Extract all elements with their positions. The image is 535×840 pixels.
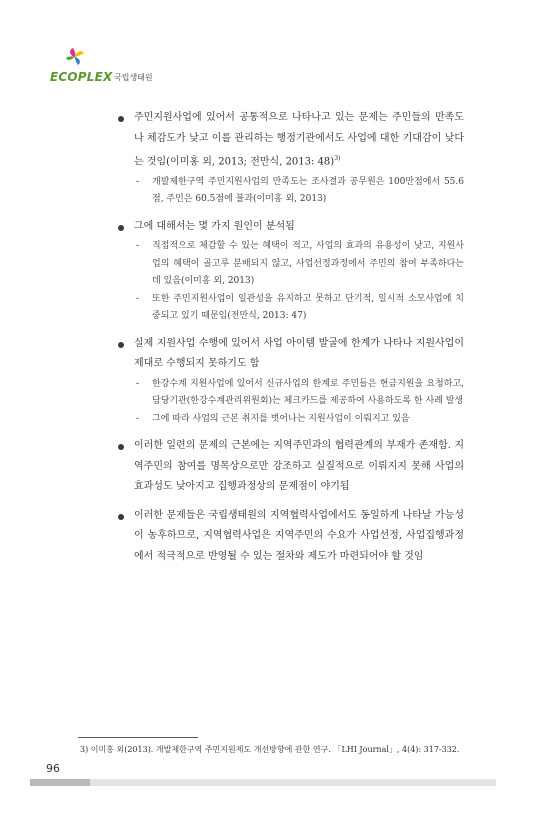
header [24, 46, 224, 86]
logo-text: ECOPLEX [50, 70, 113, 84]
sub-item: - 직접적으로 체감할 수 있는 혜택이 적고, 사업의 효과의 유용성이 낮고, 지원사업의 혜택이 골고루 분배되지 않고, 사업선정과정에서 주민의 참여 부족하다는 데 있음(이미홍 외, 2013) [136, 241, 464, 287]
sub-item: - 개발제한구역 주민지원사업의 만족도는 조사결과 공무원은 100만점에서 55.6점, 주민은 60.5점에 불과(이미홍 외, 2013) [136, 176, 464, 205]
sub-item: - 한강수계 지원사업에 있어서 신규사업의 한계로 주민들은 현금지원을 요청하고, 담당기관(한강수계관리위원회)는 체크카드를 제공하여 사용하도록 한 사례 발생 [136, 378, 464, 407]
footnote: 3) 이미홍 외(2013). 개발제한구역 주민지원제도 개선방향에 관한 연구. 「LHI Journal」, 4(4): 317-332. [80, 745, 460, 754]
bullet-text: 이러한 문제들은 국립생태원의 지역협력사업에서도 동일하게 나타날 가능성이 농후하므로, 지역협력사업은 지역주민의 수요가 사업선정, 사업집행과정에서 적극적으로 반영될 수 있는 절차와 제도가 마련되어야 할 것임 [134, 509, 464, 562]
footnote-ref: 3) [334, 155, 341, 162]
bullet-dot-icon [118, 444, 124, 450]
sub-list [134, 174, 464, 209]
main-content [116, 108, 464, 575]
footnote-divider [78, 737, 198, 738]
bullet-dot-icon [118, 225, 124, 231]
ecoplex-leaf-icon [64, 46, 86, 68]
sub-item: - 또한 주민지원사업이 일관성을 유지하고 못하고 단기적, 일시적 소모사업에 치중되고 있기 때문임(전만식, 2013: 47) [136, 293, 464, 322]
sub-item: - 그에 따라 사업의 근본 취지를 벗어나는 지원사업이 이뤄지고 있음 [136, 413, 410, 424]
bullet-dot-icon [118, 514, 124, 520]
bullet-item [116, 334, 464, 429]
bullet-text: 주민지원사업에 있어서 공통적으로 나타나고 있는 문제는 주민들의 만족도나 체감도가 낮고 이를 관리하는 행정기관에서도 사업에 대한 기대감이 낮다는 것임(이미홍 외, 2013; 전만식, 2013: 48)$^{3)}$ [134, 112, 464, 168]
logo-subtitle: 국립생태원 [114, 73, 153, 82]
bullet-text: 실제 지원사업 수행에 있어서 사업 아이템 발굴에 한계가 나타나 지원사업이 제대로 수행되지 못하기도 함 [134, 337, 464, 370]
bullet-dot-icon [118, 342, 124, 348]
bullet-text: 그에 대해서는 몇 가지 원인이 분석됨 [134, 220, 295, 232]
sub-list [134, 238, 464, 326]
page-number: 96 [46, 762, 60, 775]
bullet-dot-icon [118, 116, 124, 122]
sub-list [134, 376, 464, 429]
bullet-item [116, 108, 464, 209]
bullet-item [116, 217, 464, 326]
bullet-item [116, 436, 464, 498]
page-bottom-bar [30, 779, 496, 786]
page-bar-accent [30, 779, 90, 786]
bullet-item [116, 506, 464, 568]
bullet-text: 이러한 일련의 문제의 근본에는 지역주민과의 협력관계의 부재가 존재함. 지역주민의 참여를 명목상으로만 강조하고 실질적으로 이뤄지지 못해 사업의 효과성도 낮아지고 집행과정상의 문제점이 야기됨 [134, 440, 464, 493]
